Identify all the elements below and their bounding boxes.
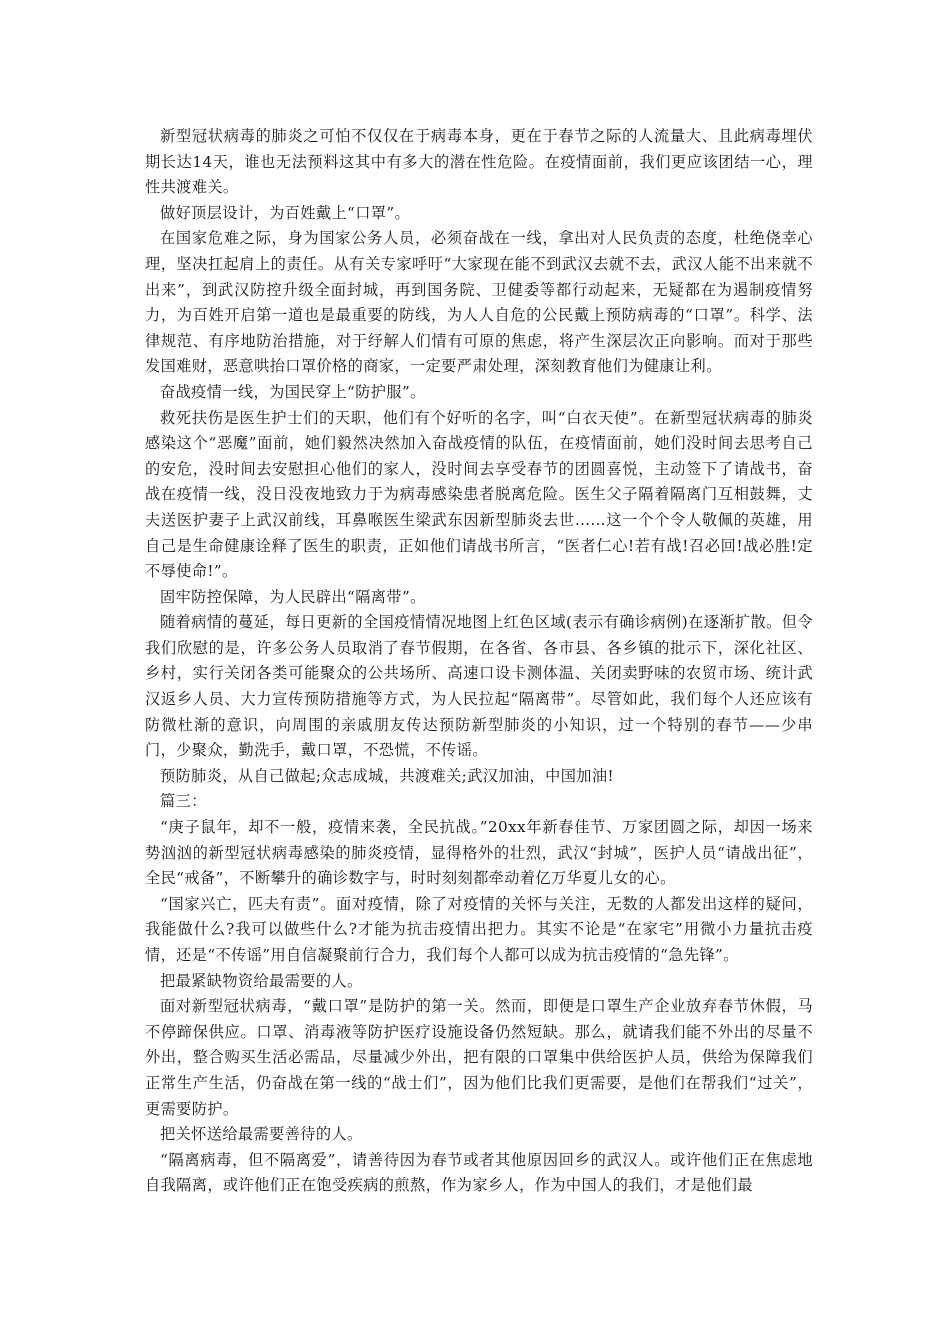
section-heading: 做好顶层设计，为百姓戴上“口罩”。 [160, 203, 411, 222]
paragraph: “庚子鼠年，却不一般，疫情来袭，全民抗战。”20xx年新春佳节、万家团圆之际，却因一场来势汹汹的新型冠状病毒感染的肺炎疫情，显得格外的壮烈，武汉“封城”，医护人员“请战出征”，全民“戒备”，不断攀升的确诊数字与，时时刻刻都牵动着亿万华夏儿女的心。 [145, 818, 813, 888]
part-label: 篇三： [160, 792, 207, 811]
paragraph: 救死扶伤是医生护士们的天职，他们有个好听的名字，叫“白衣天使”。在新型冠状病毒的肺炎感染这个“恶魔”面前，她们毅然决然加入奋战疫情的队伍，在疫情面前，她们没时间去思考自己的安危，没时间去安慰担心他们的家人，没时间去享受春节的团圆喜悦，主动签下了请战书，奋战在疫情一线，没日没夜地致力于为病毒感染患者脱离危险。医生父子隔着隔离门互相鼓舞，丈夫送医护妻子上武汉前线，耳鼻喉医生梁武东因新型肺炎去世……这一个个令人敬佩的英雄，用自己是生命健康诠释了医生的职责，正如他们请战书所言，“医者仁心!若有战!召必回!战必胜!定不辱使命!”。 [145, 408, 813, 581]
slogan-line: 预防肺炎，从自己做起;众志成城，共渡难关;武汉加油，中国加油! [160, 766, 614, 785]
section-heading: 把最紧缺物资给最需要的人。 [160, 971, 363, 990]
paragraph: “国家兴亡，匹夫有责”。面对疫情，除了对疫情的关怀与关注，无数的人都发出这样的疑问，我能做什么?我可以做些什么?才能为抗击疫情出把力。其实不论是“在家宅”用微小力量抗击疫情，还是“不传谣”用自信凝聚前行合力，我们每个人都可以成为抗击疫情的“急先锋”。 [145, 894, 813, 964]
section-heading: 固牢防控保障，为人民辟出“隔离带”。 [160, 587, 426, 606]
document-body [145, 124, 813, 1199]
section-heading: 奋战疫情一线，为国民穿上“防护服”。 [160, 382, 426, 401]
section-heading: 把关怀送给最需要善待的人。 [160, 1125, 363, 1144]
paragraph: “隔离病毒，但不隔离爱”，请善待因为春节或者其他原因回乡的武汉人。或许他们正在焦虑地自我隔离，或许他们正在饱受疾病的煎熬，作为家乡人，作为中国人的我们，才是他们最 [145, 1150, 813, 1195]
paragraph: 随着病情的蔓延，每日更新的全国疫情情况地图上红色区域(表示有确诊病例)在逐渐扩散。但令我们欣慰的是，许多公务人员取消了春节假期，在各省、各市县、各乡镇的批示下，深化社区、乡村，实行关闭各类可能聚众的公共场所、高速口设卡测体温、关闭卖野味的农贸市场、统计武汉返乡人员、大力宣传预防措施等方式，为人民拉起“隔离带”。尽管如此，我们每个人还应该有防微杜渐的意识，向周围的亲戚朋友传达预防新型肺炎的小知识，过一个特别的春节——少串门，少聚众，勤洗手，戴口罩，不恐慌，不传谣。 [145, 613, 813, 760]
paragraph: 新型冠状病毒的肺炎之可怕不仅仅在于病毒本身，更在于春节之际的人流量大、且此病毒埋伏期长达14天，谁也无法预料这其中有多大的潜在性危险。在疫情面前，我们更应该团结一心，理性共渡难关。 [145, 127, 813, 197]
paragraph: 面对新型冠状病毒，“戴口罩”是防护的第一关。然而，即便是口罩生产企业放弃春节休假，马不停蹄保供应。口罩、消毒液等防护医疗设施设备仍然短缺。那么，就请我们能不外出的尽量不外出，整合购买生活必需品，尽量减少外出，把有限的口罩集中供给医护人员，供给为保障我们正常生产生活，仍奋战在第一线的“战士们”，因为他们比我们更需要，是他们在帮我们“过关”，更需要防护。 [145, 997, 813, 1118]
paragraph: 在国家危难之际，身为国家公务人员，必须奋战在一线，拿出对人民负责的态度，杜绝侥幸心理，坚决扛起肩上的责任。从有关专家呼吁“大家现在能不到武汉去就不去，武汉人能不出来就不出来”，到武汉防控升级全面封城，再到国务院、卫健委等都行动起来，无疑都在为遏制疫情努力，为百姓开启第一道也是最重要的防线，为人人自危的公民戴上预防病毒的“口罩”。科学、法律规范、有序地防治措施，对于纾解人们情有可原的焦虑，将产生深层次正向影响。而对于那些发国难财，恶意哄抬口罩价格的商家，一定要严肃处理，深刻教育他们为健康让利。 [145, 229, 813, 376]
